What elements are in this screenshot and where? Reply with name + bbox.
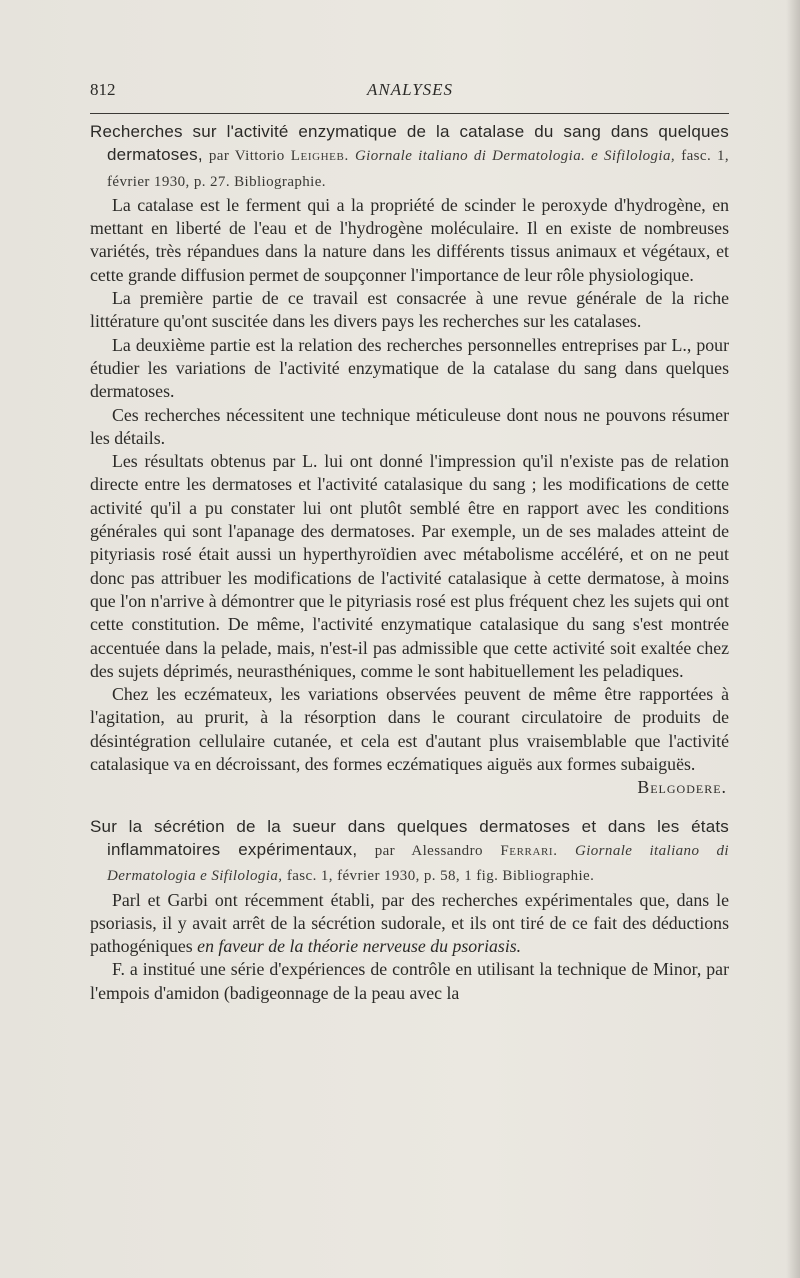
article-title: Sur la sécrétion de la sueur dans quelques dermatoses et dans les états inflammatoires expérimentaux,	[90, 816, 729, 859]
paragraph: La catalase est le ferment qui a la propriété de scinder le peroxyde d'hydrogène, en mettant en liberté de l'eau et de l'hydrogène moléculaire. Il en existe de nombreuses variétés, très répandues dans la nature dans les différents tissus animaux et végétaux, et cette grande diffusion permet de soupçonner l'importance de leur rôle physiologique.	[90, 194, 729, 285]
article-heading	[90, 815, 729, 889]
paragraph: F. a institué une série d'expériences de contrôle en utilisant la technique de Minor, par l'empois d'amidon (badigeonnage de la peau avec la	[90, 959, 729, 1003]
byline-prefix: par Vittorio	[208, 148, 285, 165]
page-body	[90, 120, 729, 1005]
page-header	[90, 80, 730, 104]
reviewer-signature: Belgodere.	[637, 777, 727, 798]
article-title: Recherches sur l'activité enzymatique de la catalase du sang dans quelques dermatoses,	[90, 122, 729, 165]
paragraph: Chez les eczémateux, les variations observées peuvent de même être rapportées à l'agitation, au prurit, à la résorption dans le courant circulatoire de produits de désintégration cellulaire cutanée, et cela est d'autant plus vraisemblable que l'activité catalasique va en décroissant, des formes eczématiques aiguës aux formes subaiguës.	[90, 684, 729, 775]
paragraph-text: Parl et Garbi ont récemment établi, par des recherches expérimentales que, dans le psoriasis, il y avait arrêt de la sécrétion sudorale, et ils ont tiré de ce fait des déductions pathogéniques	[90, 889, 729, 957]
italic-phrase: en faveur de la théorie nerveuse du psoriasis.	[197, 936, 522, 957]
journal-name: Giornale italiano di Dermatologia e Sifilologia,	[107, 842, 729, 885]
paragraph: Ces recherches nécessitent une technique méticuleuse dont nous ne pouvons résumer les détails.	[90, 404, 729, 448]
paragraph: La première partie de ce travail est consacrée à une revue générale de la riche littérature qu'ont suscitée dans les divers pays les recherches sur les catalases.	[90, 288, 729, 332]
paragraph	[90, 889, 729, 959]
paragraph: La deuxième partie est la relation des recherches personnelles entreprises par L., pour étudier les variations de l'activité enzymatique de la catalase du sang dans quelques dermatoses.	[90, 334, 729, 402]
page-number: 812	[90, 80, 116, 99]
publication-details: fasc. 1, février 1930, p. 27. Bibliographie.	[107, 148, 729, 190]
article-heading	[90, 120, 729, 194]
paragraph: Les résultats obtenus par L. lui ont donné l'impression qu'il n'existe pas de relation directe entre les dermatoses et l'activité catalasique du sang ; les modifications de cette activité qu'il a pu constater lui ont plutôt semblé être en rapport avec les conditions générales qui sont l'apanage des dermatoses. Par exemple, un de ses malades atteint de pityriasis rosé était aussi un hyperthyroïdien avec métabolisme accéléré, et on ne peut donc pas attribuer les modifications de l'activité catalasique à cette dermatose, à moins que l'on n'arrive à démontrer que le pityriasis rosé est plus fréquent chez les sujets qui ont cette constitution. De même, l'activité enzymatique catalasique du sang s'est montrée accentuée dans la pelade, mais, n'est-il pas admissible que cette activité soit exaltée chez des sujets déprimés, neurasthéniques, comme le sont habituellement les peladiques.	[90, 451, 729, 681]
article-sueur	[90, 815, 729, 1005]
header-rule	[90, 113, 729, 114]
publication-details: fasc. 1, février 1930, p. 58, 1 fig. Bibliographie.	[286, 868, 595, 885]
journal-name: Giornale italiano di Dermatologia. e Sifilologia,	[354, 148, 676, 165]
article-author: Ferrari.	[500, 842, 558, 859]
article-author: Leigheb.	[290, 148, 349, 165]
byline-prefix: par Alessandro	[374, 842, 483, 859]
article-catalase	[90, 120, 729, 800]
running-title: ANALYSES	[366, 80, 454, 99]
